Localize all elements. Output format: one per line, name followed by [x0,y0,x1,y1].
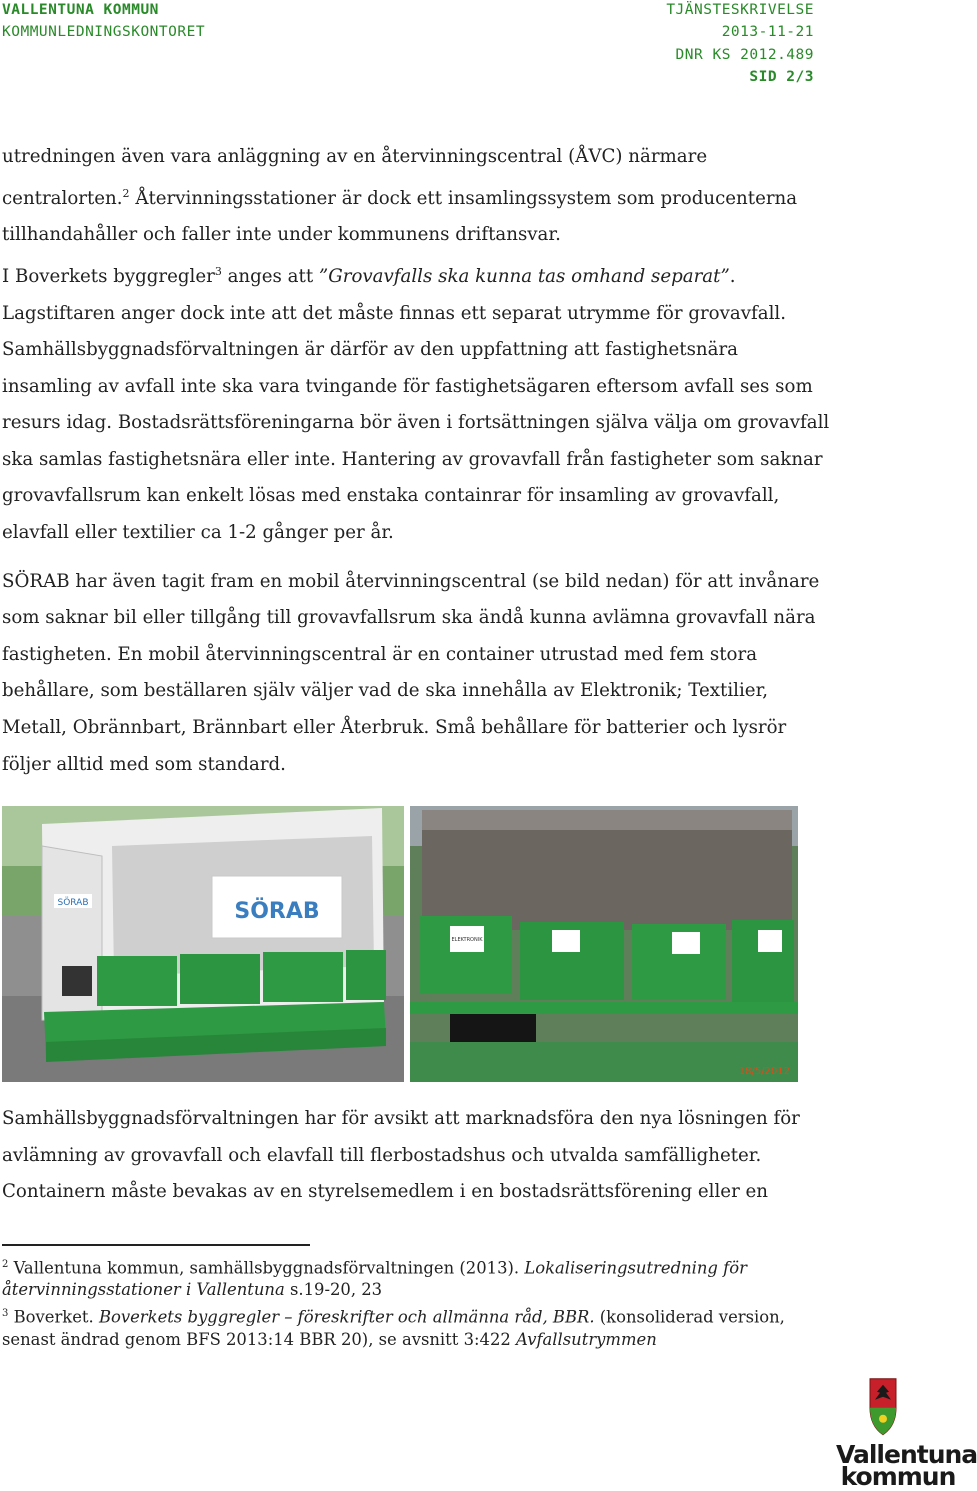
footnote-divider [2,1244,310,1246]
header-dnr: DNR KS 2012.489 [675,47,814,63]
footnote-2-pages: s.19-20, 23 [284,1280,383,1300]
photo-mobile-container-open [410,806,798,1082]
label-electronics-text: ELEKTRONIK [451,937,483,943]
footnotes [2,1254,832,1351]
footnote-2-title: Lokaliseringsutredning för återvinningsstationer i Vallentuna [2,1258,747,1300]
body-text-lower [2,1101,832,1211]
photo-illustration-right [410,806,798,1082]
paragraph-1-text: utredningen även vara anläggning av en återvinningscentral (ÅVC) närmare centralorten. [2,146,708,209]
footnote-3-number: 3 [2,1308,9,1320]
paragraph-1-rest: Återvinningsstationer är dock ett insamlingssystem som producenterna tillhandahåller och faller inte under kommunens driftansvar. [2,187,798,246]
photo-illustration-left [2,806,404,1082]
paragraph-2-start: I Boverkets byggregler [2,265,215,287]
header-department: KOMMUNLEDNINGSKONTORET [2,24,206,40]
photo-date-stamp: 18/5/2012 [738,1066,790,1077]
sorab-sign-text: SÖRAB [234,899,320,924]
paragraph-2 [2,254,832,552]
footnote-ref-3[interactable]: 3 [214,264,222,278]
header-doc-type: TJÄNSTESKRIVELSE [666,2,814,18]
footnote-2-text: Vallentuna kommun, samhällsbyggnadsförvaltningen (2013). [8,1258,525,1278]
footnote-ref-2[interactable]: 2 [122,186,130,200]
paragraph-1 [2,139,832,254]
paragraph-3: SÖRAB har även tagit fram en mobil återvinningscentral (se bild nedan) för att invånare som saknar bil eller tillgång till grovavfallsrum ska ändå kunna avlämna grovavfall nära fastigheten. En mobil återvinningscentral är en container utrustad med fem stora behållare, som beställaren själv väljer vad de ska innehålla av Elektronik; Textilier, Metall, Obrännbart, Brännbart eller Återbruk. Små behållare för batterier och lysrör följer alltid med som standard. [2,570,820,775]
footnote-2-number: 2 [2,1259,9,1270]
footnote-3-section: Avfallsutrymmen [516,1329,657,1349]
header-org: VALLENTUNA KOMMUN [2,2,159,18]
footnote-3-text: Boverket. [8,1307,99,1327]
paragraph-2-mid: anges att [221,265,319,287]
paragraph-4: Samhällsbyggnadsförvaltningen har för avsikt att marknadsföra den nya lösningen för avlämning av grovavfall och elavfall till flerbostadshus och utvalda samfälligheter. Containern måste bevakas av en styrelsemedlem i en bostadsrättsförening eller en [2,1108,800,1203]
door-sign-text: SÖRAB [57,898,89,908]
coat-of-arms-icon [868,1372,928,1442]
paragraph-2-rest: . Lagstiftaren anger dock inte att det måste finnas ett separat utrymme för grovavfall. Samhällsbyggnadsförvaltningen är därför av den uppfattning att fastighetsnära insamling av avfall inte ska vara tvingande för fastighetsägaren eftersom avfall ses som resurs idag. Bostadsrättsföreningarna bör även i fortsättningen själva välja om grovavfall ska samlas fastighetsnära eller inte. Hantering av grovavfall från fastigheter som saknar grovavfallsrum kan enkelt lösas med enstaka containrar för insamling av grovavfall, elavfall eller textilier ca 1-2 gånger per år. [2,265,830,544]
footnote-3-detail: (konsoliderad version, senast ändrad genom BFS 2013:14 BBR 20), se avsnitt 3:422 [2,1307,785,1349]
photo-mobile-container-closed [2,806,404,1082]
logo-name-line2: kommun [840,1462,956,1491]
paragraph-2-quote: ”Grovavfalls ska kunna tas omhand separat” [318,265,730,287]
header-page: SID 2/3 [749,69,814,85]
footnote-2 [2,1254,832,1301]
logo-name-line1: Vallentuna [836,1440,977,1469]
body-text-upper [2,139,832,783]
footnote-3 [2,1303,832,1350]
footnote-3-title: Boverkets byggregler – föreskrifter och allmänna råd, BBR. [98,1307,595,1327]
header-date: 2013-11-21 [721,24,814,40]
